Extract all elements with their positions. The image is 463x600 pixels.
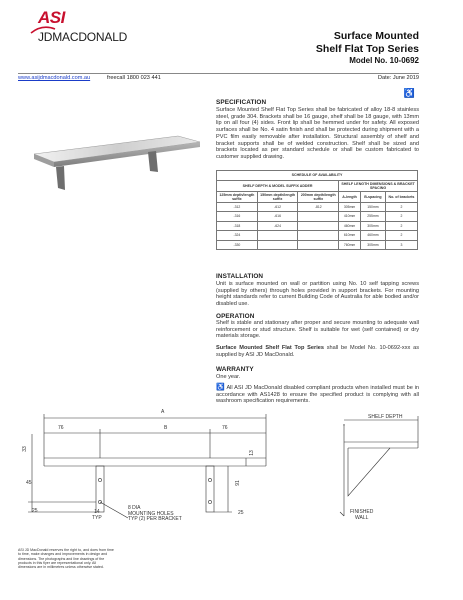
finished-wall-label: FINISHED WALL [350, 509, 374, 521]
table-cell: 760mm [339, 240, 361, 250]
shelf-depth-label: SHELF DEPTH [368, 414, 403, 420]
table-cell: 305mm [360, 240, 385, 250]
dim-14: 14 [94, 509, 100, 515]
wheelchair-icon: ♿ [216, 384, 225, 391]
warranty-heading: WARRANTY [216, 366, 254, 373]
installation-heading: INSTALLATION [216, 273, 264, 280]
table-row [217, 240, 418, 250]
title-line-2: Shelf Flat Top Series [315, 42, 419, 55]
table-cell: -316 [217, 212, 258, 222]
table-cell [257, 231, 298, 241]
table-cell [298, 231, 339, 241]
table-cell [298, 212, 339, 222]
table-cell [257, 240, 298, 250]
dim-76-left: 76 [58, 425, 64, 431]
mounting-holes-note: 8 DIA MOUNTING HOLES TYP (2) PER BRACKET [128, 505, 182, 522]
operation-text: Shelf is stable and stationary after proper and secure mounting to adequate wall reinforcement or stud structure. Shelf is suitable for wet (self contained) or dry materials storage. [216, 320, 419, 340]
specification-text: Surface Mounted Shelf Flat Top Series shall be fabricated of alloy 18-8 stainless steel, grade 304. Brackets shall be 16 gauge, shelf shall be 18 gauge, with 13mm lip on all four (4) sides. Front lip shall be hemmed under for safety. All exposed surfaces shall be No. 4 satin finish and shall be protected during shipment with a PVC film easily removable after installation. Structural assembly of shelf and bracket supports shall be of welded construction. Shelf shall be sized and brackets located as per standard schedule or shall be custom fabricated to customer supplied drawing. [216, 107, 419, 160]
table-cell: -624 [257, 221, 298, 231]
table-header: 125mm depth/length suffix [217, 191, 258, 202]
table-row [217, 231, 418, 241]
product-title [316, 30, 419, 68]
table-cell [298, 221, 339, 231]
brand-logo-jd: JDMACDONALD [38, 30, 128, 44]
dim-45: 45 [26, 480, 32, 486]
table-cell: 460mm [360, 231, 385, 241]
table-header: 200mm depth/length suffix [298, 191, 339, 202]
table-cell: 305mm [360, 221, 385, 231]
table-cell: -324 [217, 231, 258, 241]
header-divider [18, 73, 419, 74]
title-line-1: Surface Mounted [333, 30, 419, 42]
table-cell [298, 240, 339, 250]
table-cell: -312 [217, 202, 258, 212]
table-cell: 610mm [339, 231, 361, 241]
schedule-group-1: SHELF DEPTH & MODEL SUFFIX ADDER [217, 180, 339, 191]
operation-heading: OPERATION [216, 313, 255, 320]
table-header: 150mm depth/length suffix [257, 191, 298, 202]
ordering-text [216, 345, 419, 358]
dim-14-typ [92, 510, 102, 521]
table-cell: -318 [217, 221, 258, 231]
table-cell: 410mm [339, 212, 361, 222]
schedule-table [216, 170, 418, 250]
disabled-note [216, 385, 419, 405]
dim-76-right: 76 [222, 425, 228, 431]
model-number: Model No. 10-0692 [349, 56, 419, 65]
disclaimer-text: ASI JD MacDonald reserves the right to, and does from time to time, make changes and improvements in design and dimensions. The photographs and line drawings of the products in this flyer are representational only. All dimensions are in millimetres unless otherwise stated. [18, 548, 114, 570]
table-cell: 2 [385, 202, 417, 212]
table-cell: 2 [385, 221, 417, 231]
dim-b: B [164, 425, 168, 431]
schedule-title: SCHEDULE OF AVAILABILITY [217, 171, 418, 181]
dim-33: 33 [21, 446, 28, 452]
table-cell: 2 [385, 212, 417, 222]
dim-91: 91 [234, 480, 241, 486]
freecall-number: freecall 1800 023 441 [107, 75, 161, 81]
dim-a: A [161, 409, 165, 415]
table-cell: -330 [217, 240, 258, 250]
schedule-group-2: SHELF LENGTH DIMENSIONS & BRACKET SPACING [339, 180, 418, 191]
table-header: No. of brackets [385, 191, 417, 202]
table-cell: 255mm [360, 212, 385, 222]
website-link[interactable]: www.asijdmacdonald.com.au [18, 75, 91, 81]
table-cell: 3 [385, 240, 417, 250]
table-row [217, 221, 418, 231]
table-cell: 460mm [339, 221, 361, 231]
product-photo-shelf [28, 130, 204, 202]
table-cell: 150mm [360, 202, 385, 212]
dim-25-left: 25 [32, 508, 38, 514]
document-date: Date: June 2019 [377, 75, 419, 81]
table-cell: 305mm [339, 202, 361, 212]
specification-heading: SPECIFICATION [216, 99, 267, 106]
dim-typ: TYP [92, 514, 102, 521]
table-header: A-length [339, 191, 361, 202]
ordering-bold: Surface Mounted Shelf Flat Top Series [216, 345, 324, 351]
disabled-note-text: All ASI JD MacDonald disabled compliant products when installed must be in accordance with AS1428 to ensure the specified product is complying with all washroom specification requirements. [216, 385, 419, 405]
table-cell: 2 [385, 231, 417, 241]
dim-25-right: 25 [238, 510, 244, 516]
table-row [217, 202, 418, 212]
brand-logo-asi: ASI [38, 8, 65, 27]
table-cell: -616 [257, 212, 298, 222]
warranty-text: One year. [216, 374, 241, 380]
table-row [217, 212, 418, 222]
ordering-rest: shall be Model No. 10-0692-xxx as supplied by ASI JD MacDonald. [216, 345, 419, 358]
side-section-drawing [330, 412, 430, 520]
table-cell: -612 [257, 202, 298, 212]
table-cell: -812 [298, 202, 339, 212]
wheelchair-icon: ♿ [403, 88, 415, 98]
table-header: B-spacing [360, 191, 385, 202]
installation-text: Unit is surface mounted on wall or partition using No. 10 self tapping screws (supplied by others) through holes provided in support brackets. For mounting height standards refer to current Building Code of Australia for able bodied and/or disabled use. [216, 281, 419, 308]
dim-13: 13 [248, 450, 255, 456]
